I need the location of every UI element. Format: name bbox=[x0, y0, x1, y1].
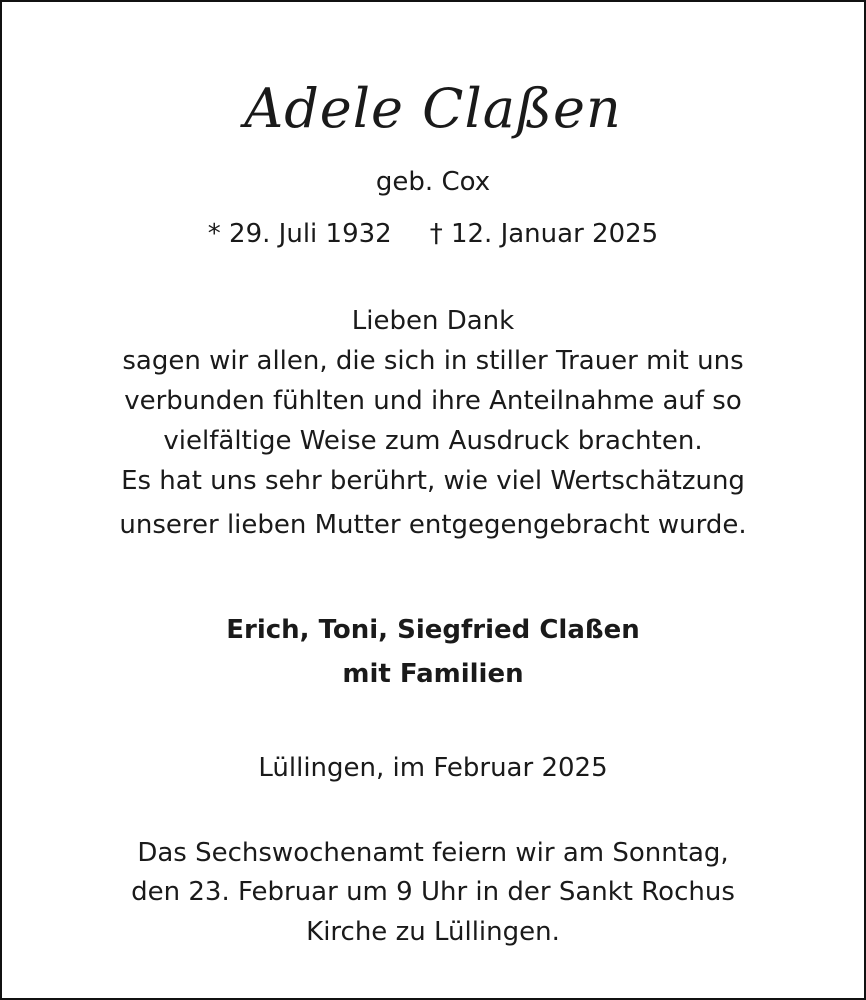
birth-date: * 29. Juli 1932 bbox=[207, 219, 392, 249]
thanks-heading: Lieben Dank bbox=[351, 306, 515, 336]
service-line: Kirche zu Lüllingen. bbox=[306, 917, 560, 947]
thanks-line: verbunden fühlten und ihre Anteilnahme auf so bbox=[124, 386, 742, 416]
life-dates bbox=[2, 214, 864, 254]
thanks-line: vielfältige Weise zum Ausdruck brachten. bbox=[163, 426, 703, 456]
thanks-line: unserer lieben Mutter entgegengebracht wurde. bbox=[119, 510, 747, 540]
thanks-line: sagen wir allen, die sich in stiller Trauer mit uns bbox=[122, 346, 744, 376]
family-names: Erich, Toni, Siegfried Claßen bbox=[226, 615, 640, 645]
maiden-name: geb. Cox bbox=[375, 167, 491, 197]
service-line: den 23. Februar um 9 Uhr in der Sankt Rochus bbox=[131, 877, 735, 907]
thanks-line: Es hat uns sehr berührt, wie viel Wertschätzung bbox=[121, 466, 745, 496]
deceased-name: Adele Claßen bbox=[244, 77, 622, 140]
place-and-date: Lüllingen, im Februar 2025 bbox=[258, 753, 608, 783]
service-line: Das Sechswochenamt feiern wir am Sonntag, bbox=[137, 838, 729, 868]
family-suffix: mit Familien bbox=[342, 659, 524, 689]
death-date: † 12. Januar 2025 bbox=[429, 219, 659, 249]
